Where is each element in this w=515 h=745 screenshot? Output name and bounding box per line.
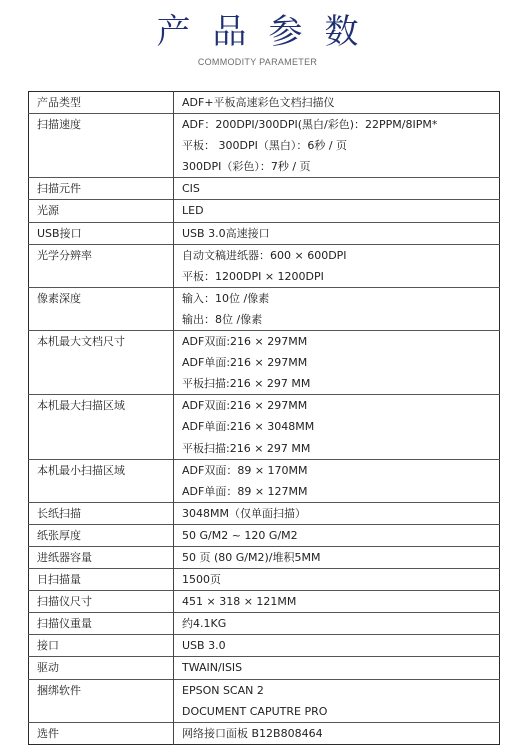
spec-row (29, 679, 500, 722)
spec-key: 驱动 (37, 661, 59, 675)
spec-value: ADF双面:216 × 297MM (182, 335, 308, 349)
spec-key-cell (29, 635, 174, 657)
spec-value: 451 × 318 × 121MM (182, 595, 297, 609)
spec-row (29, 657, 500, 679)
spec-value-cell (174, 613, 500, 635)
spec-key-cell (29, 524, 174, 546)
spec-value-cell (174, 546, 500, 568)
spec-row (29, 459, 500, 502)
spec-value: 1500页 (182, 573, 221, 587)
spec-row (29, 114, 500, 178)
spec-value: LED (182, 204, 204, 218)
spec-key: 像素深度 (37, 291, 81, 305)
spec-value: ADF双面：89 × 170MM (182, 463, 308, 477)
spec-value-cell (174, 459, 500, 502)
spec-key-cell (29, 287, 174, 330)
spec-value: USB 3.0 (182, 639, 226, 653)
spec-key-cell (29, 331, 174, 395)
spec-key-cell (29, 200, 174, 222)
spec-value-cell (174, 222, 500, 244)
spec-row (29, 244, 500, 287)
spec-table (28, 91, 500, 745)
spec-value-cell (174, 287, 500, 330)
spec-value: 50 G/M2 ~ 120 G/M2 (182, 528, 298, 542)
spec-value: ADF：200DPI/300DPI(黑白/彩色)：22PPM/8IPM* (182, 118, 438, 132)
spec-key: 本机最大扫描区域 (37, 399, 125, 413)
spec-value: 平板扫描:216 × 297 MM (182, 377, 311, 391)
spec-value-cell (174, 92, 500, 114)
spec-key: 选件 (37, 726, 59, 740)
spec-value: 3048MM（仅单面扫描） (182, 506, 306, 520)
spec-row (29, 287, 500, 330)
spec-value: USB 3.0高速接口 (182, 226, 270, 240)
spec-value: ADF单面:216 × 297MM (182, 356, 308, 370)
spec-key: 捆绑软件 (37, 683, 81, 697)
spec-value: 平板扫描:216 × 297 MM (182, 441, 311, 455)
spec-row (29, 635, 500, 657)
spec-row (29, 502, 500, 524)
spec-row (29, 546, 500, 568)
spec-value-cell (174, 635, 500, 657)
spec-key-cell (29, 613, 174, 635)
spec-key: 扫描元件 (37, 182, 81, 196)
spec-value: 自动文稿进纸器：600 × 600DPI (182, 248, 347, 262)
spec-value: 网络接口面板 B12B808464 (182, 726, 323, 740)
spec-value-cell (174, 114, 500, 178)
spec-value: 50 页 (80 G/M2)/堆积5MM (182, 550, 321, 564)
spec-value: 约4.1KG (182, 617, 227, 631)
spec-key-cell (29, 92, 174, 114)
spec-key: 日扫描量 (37, 573, 81, 587)
spec-value: 平板： 300DPI（黑白）：6秒 / 页 (182, 139, 348, 153)
spec-value: CIS (182, 182, 200, 196)
spec-value: 300DPI（彩色）：7秒 / 页 (182, 160, 311, 174)
spec-key: 进纸器容量 (37, 550, 92, 564)
spec-row (29, 613, 500, 635)
spec-table-body (29, 92, 500, 745)
spec-value: ADF双面:216 × 297MM (182, 399, 308, 413)
spec-value: ADF单面:216 × 3048MM (182, 420, 315, 434)
spec-row (29, 178, 500, 200)
spec-row (29, 92, 500, 114)
spec-value: 输出：8位 /像素 (182, 312, 263, 326)
spec-row (29, 722, 500, 744)
spec-row (29, 524, 500, 546)
spec-key-cell (29, 657, 174, 679)
spec-key-cell (29, 722, 174, 744)
spec-row (29, 200, 500, 222)
spec-key: 本机最大文档尺寸 (37, 335, 125, 349)
spec-key-cell (29, 569, 174, 591)
spec-value-cell (174, 657, 500, 679)
spec-value: DOCUMENT CAPUTRE PRO (182, 704, 328, 718)
spec-key: 扫描仪尺寸 (37, 595, 92, 609)
spec-row (29, 222, 500, 244)
spec-key-cell (29, 222, 174, 244)
spec-key-cell (29, 244, 174, 287)
spec-value-cell (174, 524, 500, 546)
spec-key-cell (29, 679, 174, 722)
spec-key-cell (29, 395, 174, 459)
spec-row (29, 395, 500, 459)
spec-value-cell (174, 178, 500, 200)
spec-key: 本机最小扫描区域 (37, 463, 125, 477)
spec-value: 输入：10位 /像素 (182, 291, 270, 305)
spec-value-cell (174, 679, 500, 722)
spec-value: TWAIN/ISIS (182, 661, 243, 675)
page-title: 产品参数 (156, 12, 381, 52)
spec-value-cell (174, 200, 500, 222)
spec-value: ADF单面：89 × 127MM (182, 484, 308, 498)
spec-value-cell (174, 591, 500, 613)
spec-key: 光学分辨率 (37, 248, 92, 262)
spec-value-cell (174, 722, 500, 744)
spec-key-cell (29, 591, 174, 613)
spec-row (29, 591, 500, 613)
spec-key: 长纸扫描 (37, 506, 81, 520)
spec-key-cell (29, 178, 174, 200)
spec-value-cell (174, 395, 500, 459)
spec-row (29, 569, 500, 591)
spec-key: 扫描速度 (37, 118, 81, 132)
spec-key: 扫描仪重量 (37, 617, 92, 631)
spec-value-cell (174, 244, 500, 287)
spec-key: 纸张厚度 (37, 528, 81, 542)
spec-row (29, 331, 500, 395)
spec-key: USB接口 (37, 226, 82, 240)
spec-key-cell (29, 114, 174, 178)
spec-key: 产品类型 (37, 96, 81, 109)
page-subtitle: COMMODITY PARAMETER (197, 57, 318, 67)
spec-key-cell (29, 459, 174, 502)
spec-value: EPSON SCAN 2 (182, 683, 264, 697)
spec-key: 接口 (37, 639, 59, 653)
spec-value-cell (174, 569, 500, 591)
spec-value-cell (174, 502, 500, 524)
spec-value: 平板：1200DPI × 1200DPI (182, 269, 324, 283)
spec-key-cell (29, 546, 174, 568)
spec-key-cell (29, 502, 174, 524)
spec-value: ADF+平板高速彩色文档扫描仪 (182, 96, 335, 109)
spec-value-cell (174, 331, 500, 395)
spec-key: 光源 (37, 204, 59, 218)
